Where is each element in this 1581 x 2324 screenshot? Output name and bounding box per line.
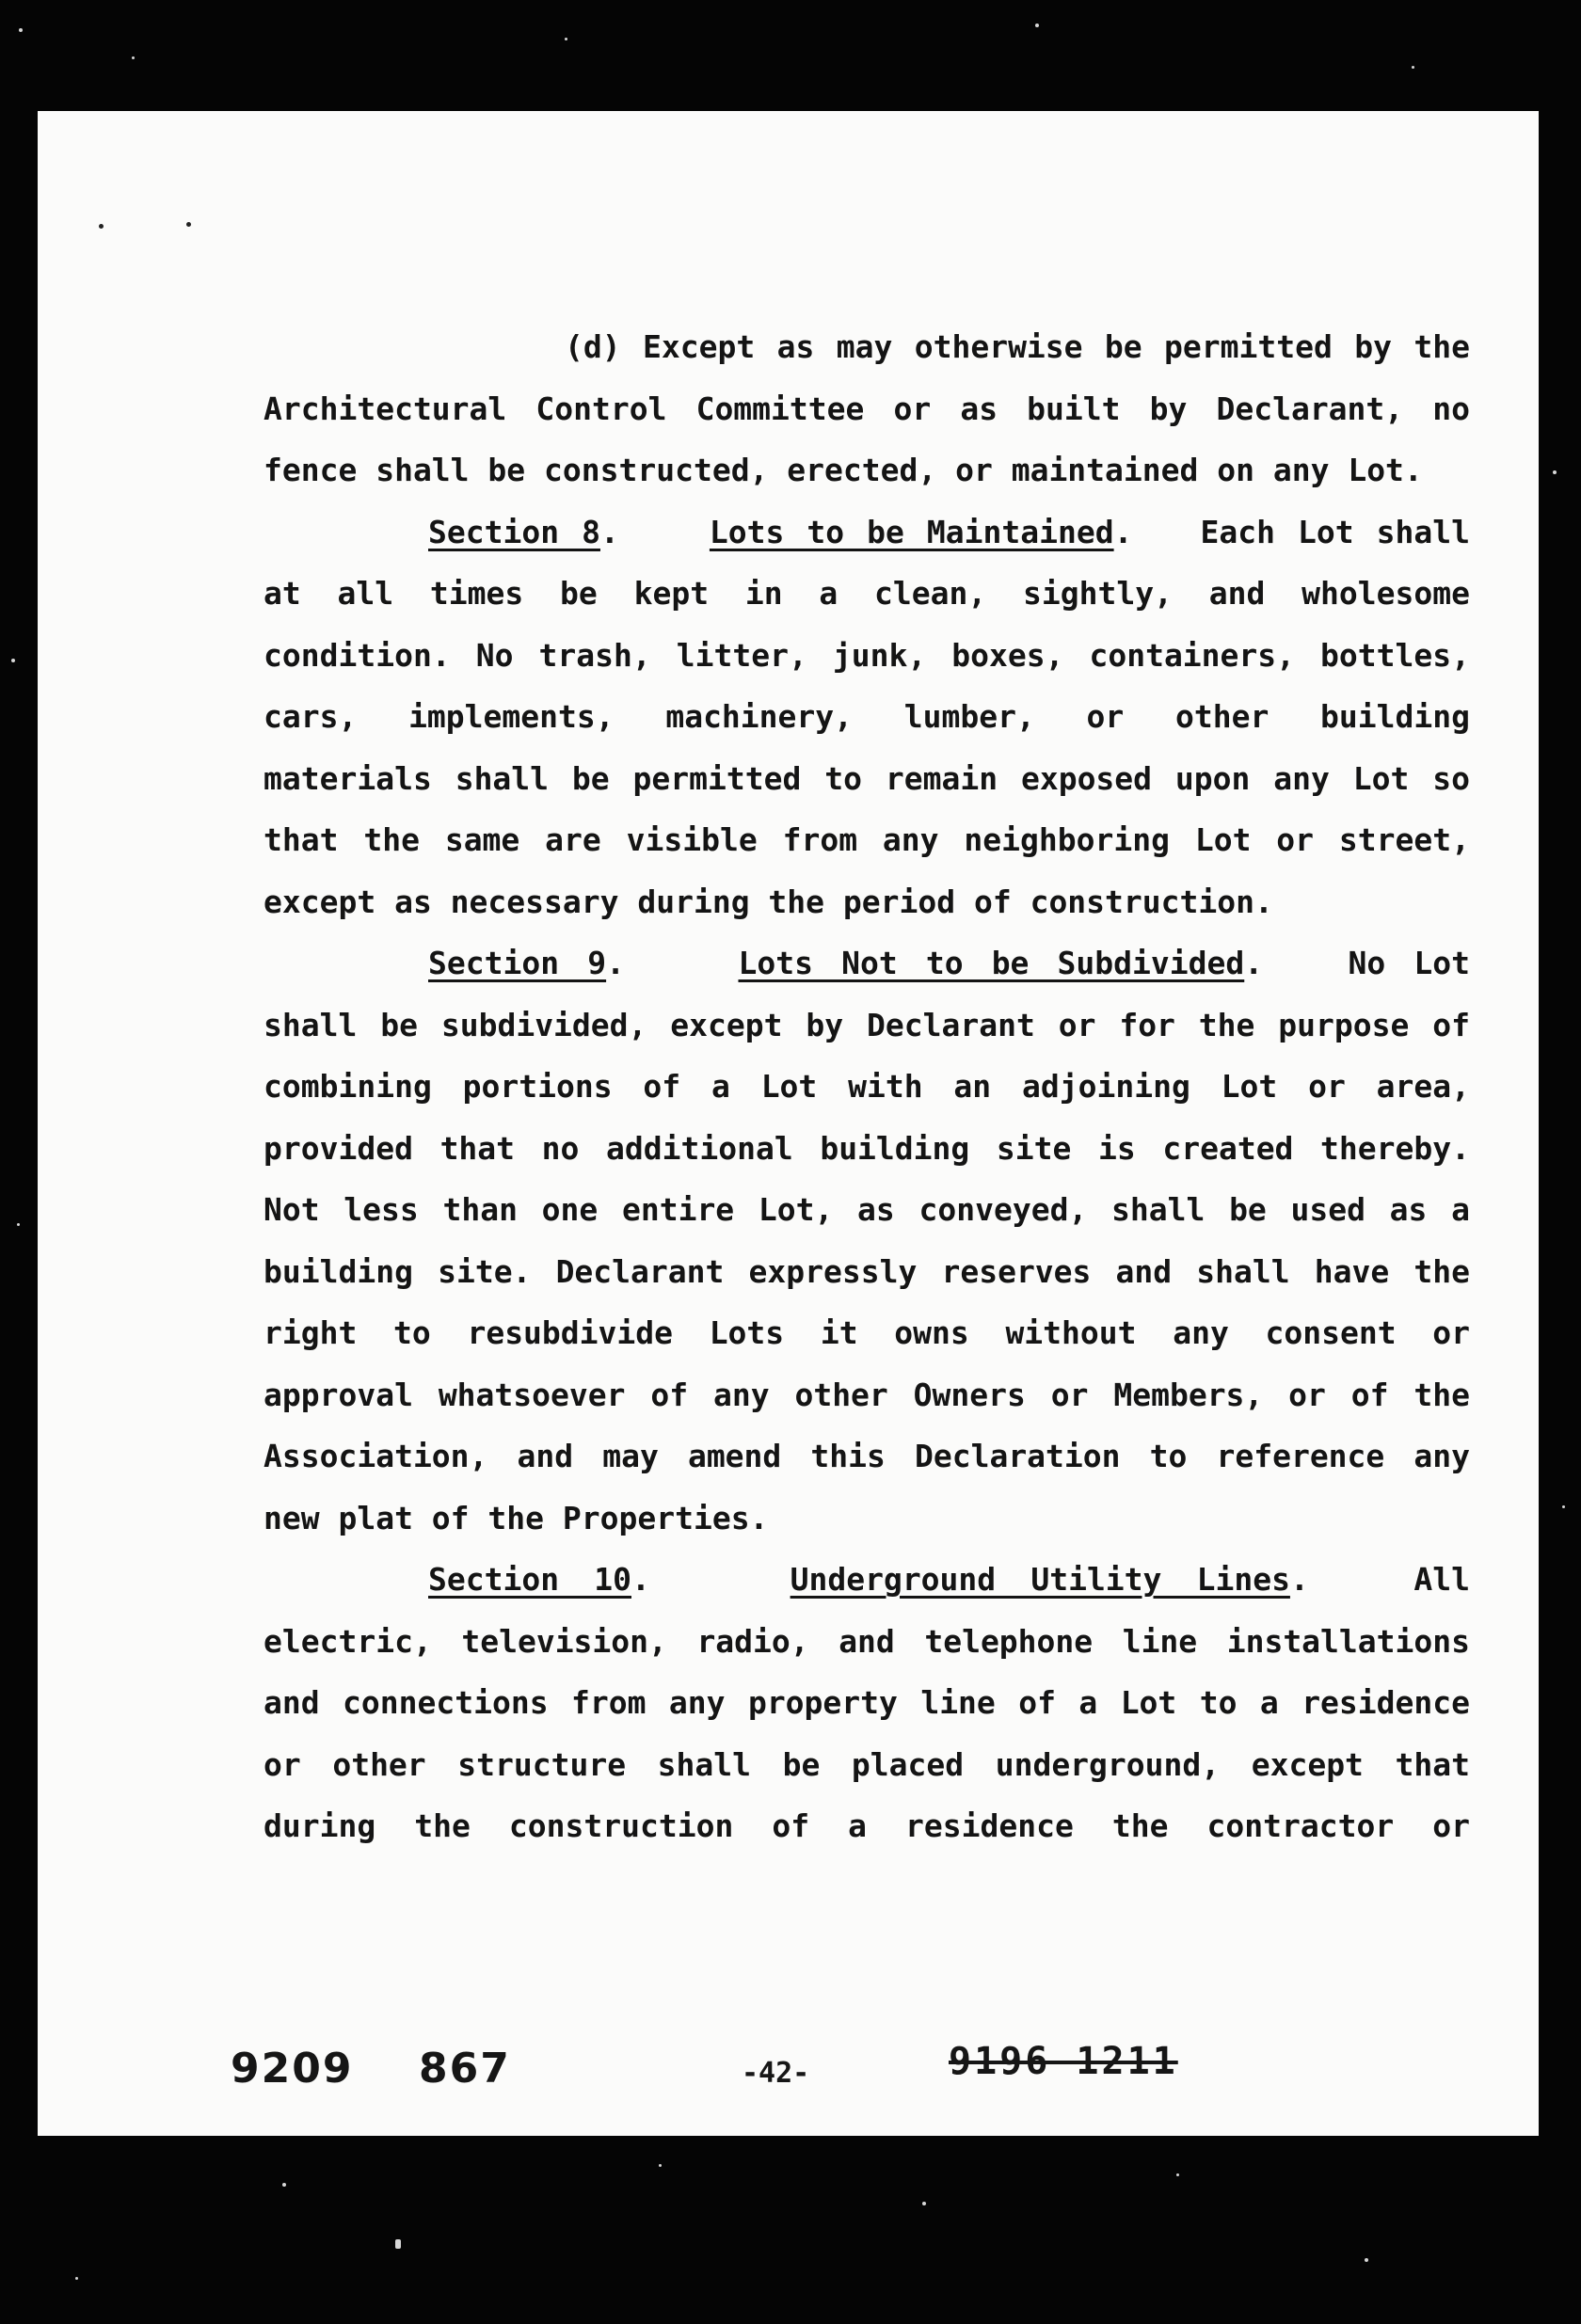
scan-noise	[659, 2164, 662, 2167]
scan-noise	[1553, 470, 1557, 474]
text-line: provided that no additional building site is created thereby.	[264, 1129, 1470, 1167]
text-line: at all times be kept in a clean, sightly, and wholesome	[264, 575, 1470, 612]
text-fragment: Each Lot shall	[1200, 513, 1470, 550]
scan-noise	[395, 2239, 401, 2249]
section-heading-line: Section 9. Lots Not to be Subdivided. No Lot	[428, 945, 1470, 981]
text-line: (d) Except as may otherwise be permitted by the	[565, 328, 1470, 365]
scan-noise	[11, 659, 15, 662]
section-number: Section 8	[428, 513, 600, 550]
text-line: Architectural Control Committee or as built by Declarant, no	[264, 390, 1470, 427]
text-line: condition. No trash, litter, junk, boxes, containers, bottles,	[264, 636, 1470, 674]
section-heading-line: Section 8. Lots to be Maintained. Each Lot shall	[428, 513, 1470, 550]
text-line: approval whatsoever of any other Owners or Members, or of the	[264, 1376, 1470, 1413]
text-line: shall be subdivided, except by Declarant or for the purpose of	[264, 1006, 1470, 1043]
text-line: Association, and may amend this Declaration to reference any	[264, 1438, 1470, 1474]
text-line: combining portions of a Lot with an adjoining Lot or area,	[264, 1068, 1470, 1105]
text-line: electric, television, radio, and telephone line installations	[264, 1622, 1470, 1660]
page-number: -42-	[742, 2057, 810, 2090]
text-line: new plat of the Properties.	[264, 1499, 769, 1536]
scan-noise	[1412, 66, 1414, 69]
text-line: building site. Declarant expressly reserves and shall have the	[264, 1252, 1470, 1290]
scan-noise	[1562, 1505, 1565, 1508]
text-line: right to resubdivide Lots it owns without any consent or	[264, 1314, 1470, 1351]
book-number: 9209	[231, 2045, 354, 2093]
text-line: Not less than one entire Lot, as conveyed, shall be used as a	[264, 1191, 1470, 1228]
text-line: and connections from any property line of a Lot to a residence	[264, 1684, 1470, 1721]
section-heading-line: Section 10. Underground Utility Lines. All	[428, 1561, 1470, 1598]
section-title: Lots Not to be Subdivided	[738, 945, 1245, 981]
scan-noise	[565, 38, 567, 40]
scan-noise	[922, 2202, 926, 2205]
scan-noise	[1365, 2258, 1368, 2262]
page-reference: 867	[419, 2045, 511, 2093]
scan-noise	[17, 1223, 20, 1226]
text-fragment: No Lot	[1348, 945, 1470, 981]
document-body	[264, 316, 1470, 1857]
scan-noise	[19, 28, 23, 32]
text-line: during the construction of a residence the contractor or	[264, 1807, 1470, 1844]
scan-noise	[1176, 2173, 1179, 2176]
scan-noise	[282, 2183, 286, 2187]
text-line: fence shall be constructed, erected, or maintained on any Lot.	[264, 452, 1423, 488]
text-line: except as necessary during the period of construction.	[264, 883, 1273, 920]
section-title: Lots to be Maintained	[709, 513, 1114, 550]
struck-reference: 9196 1211	[949, 2040, 1178, 2083]
text-line: cars, implements, machinery, lumber, or other building	[264, 698, 1470, 735]
section-number: Section 9	[428, 945, 607, 981]
scan-noise	[132, 56, 135, 59]
section-title: Underground Utility Lines	[790, 1561, 1290, 1598]
scan-mark	[186, 222, 191, 227]
scan-noise	[1035, 24, 1039, 27]
document-page	[38, 111, 1539, 2136]
text-fragment: All	[1413, 1561, 1470, 1598]
text-line: materials shall be permitted to remain exposed upon any Lot so	[264, 759, 1470, 797]
text-line: or other structure shall be placed underground, except that	[264, 1745, 1470, 1783]
section-number: Section 10	[428, 1561, 631, 1598]
text-line: that the same are visible from any neighboring Lot or street,	[264, 821, 1470, 858]
scan-noise	[75, 2277, 78, 2280]
scan-mark	[99, 224, 104, 229]
